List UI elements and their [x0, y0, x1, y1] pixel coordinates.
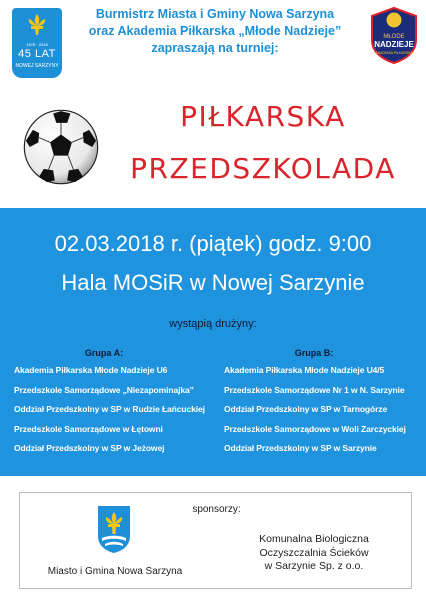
- sponsors-label: sponsorzy:: [192, 504, 241, 515]
- team-item: Akademia Piłkarska Młode Nadzieje U6: [14, 365, 168, 375]
- academy-logo-text-3: AKADEMIA PIŁKARSKA: [375, 51, 413, 55]
- invitation-text: [70, 6, 360, 57]
- group-b: [224, 348, 424, 463]
- team-item: Oddział Przedszkolny w SP w Rudzie Łańcuckiej: [14, 404, 205, 414]
- team-item: Przedszkole Samorządowe w Woli Zarczyckiej: [224, 423, 406, 434]
- town-crest-icon: [96, 504, 132, 554]
- event-venue: Hala MOSiR w Nowej Sarzynie: [61, 270, 365, 295]
- academy-ball-icon: [386, 12, 402, 28]
- sponsors-box: [19, 492, 412, 589]
- team-item: Oddział Przedszkolny w SP w Sarzynie: [224, 443, 377, 453]
- teams-heading: wystąpią drużyny:: [169, 318, 257, 330]
- team-item: Przedszkole Samorządowe „Niezapominajka”: [14, 384, 194, 395]
- invitation-line-3: zapraszają na turniej:: [151, 41, 279, 55]
- fleur-de-lis-icon: [24, 12, 50, 38]
- academy-logo-text-1: MŁODE: [383, 34, 405, 40]
- company-line: w Sarzynie Sp. z o.o.: [264, 560, 364, 572]
- poster-header: [0, 0, 426, 205]
- team-item: Oddział Przedszkolny w SP w Jeżowej: [14, 443, 165, 453]
- group-title: Grupa A:: [84, 348, 124, 358]
- group-a: [14, 348, 214, 463]
- academy-logo-text-2: NADZIEJE: [374, 40, 414, 49]
- logo-town-name: NOWEJ SARZYNY: [15, 63, 59, 69]
- team-item: Przedszkole Samorządowe w Łętowni: [14, 423, 163, 434]
- crest-caption: Miasto i Gmina Nowa Sarzyna: [47, 566, 183, 577]
- company-line: Komunalna Biologiczna: [259, 533, 369, 545]
- invitation-line-2: oraz Akademia Piłkarska „Młode Nadzieje”: [88, 24, 342, 38]
- logo-years: 45 LAT: [18, 48, 56, 60]
- team-item: Akademia Piłkarska Młode Nadzieje U4/5: [224, 365, 385, 375]
- town-anniversary-logo: [12, 8, 62, 78]
- sponsor-company: [239, 533, 389, 574]
- team-item: Przedszkole Samorządowe Nr 1 w N. Sarzynie: [224, 384, 405, 395]
- event-datetime: 02.03.2018 r. (piątek) godz. 9:00: [54, 231, 372, 256]
- academy-logo: [366, 6, 422, 64]
- logo-years-range: 1978 · 2018: [26, 42, 48, 47]
- event-title-line-1: PIŁKARSKA: [180, 100, 346, 133]
- invitation-line-1: Burmistrz Miasta i Gminy Nowa Sarzyna: [95, 7, 335, 21]
- team-item: Oddział Przedszkolny w SP w Tarnogórze: [224, 404, 388, 414]
- group-title: Grupa B:: [294, 348, 334, 358]
- football-icon: [22, 108, 100, 186]
- company-line: Oczyszczalnia Ścieków: [259, 546, 369, 559]
- event-title-line-2: PRZEDSZKOLADA: [130, 152, 396, 185]
